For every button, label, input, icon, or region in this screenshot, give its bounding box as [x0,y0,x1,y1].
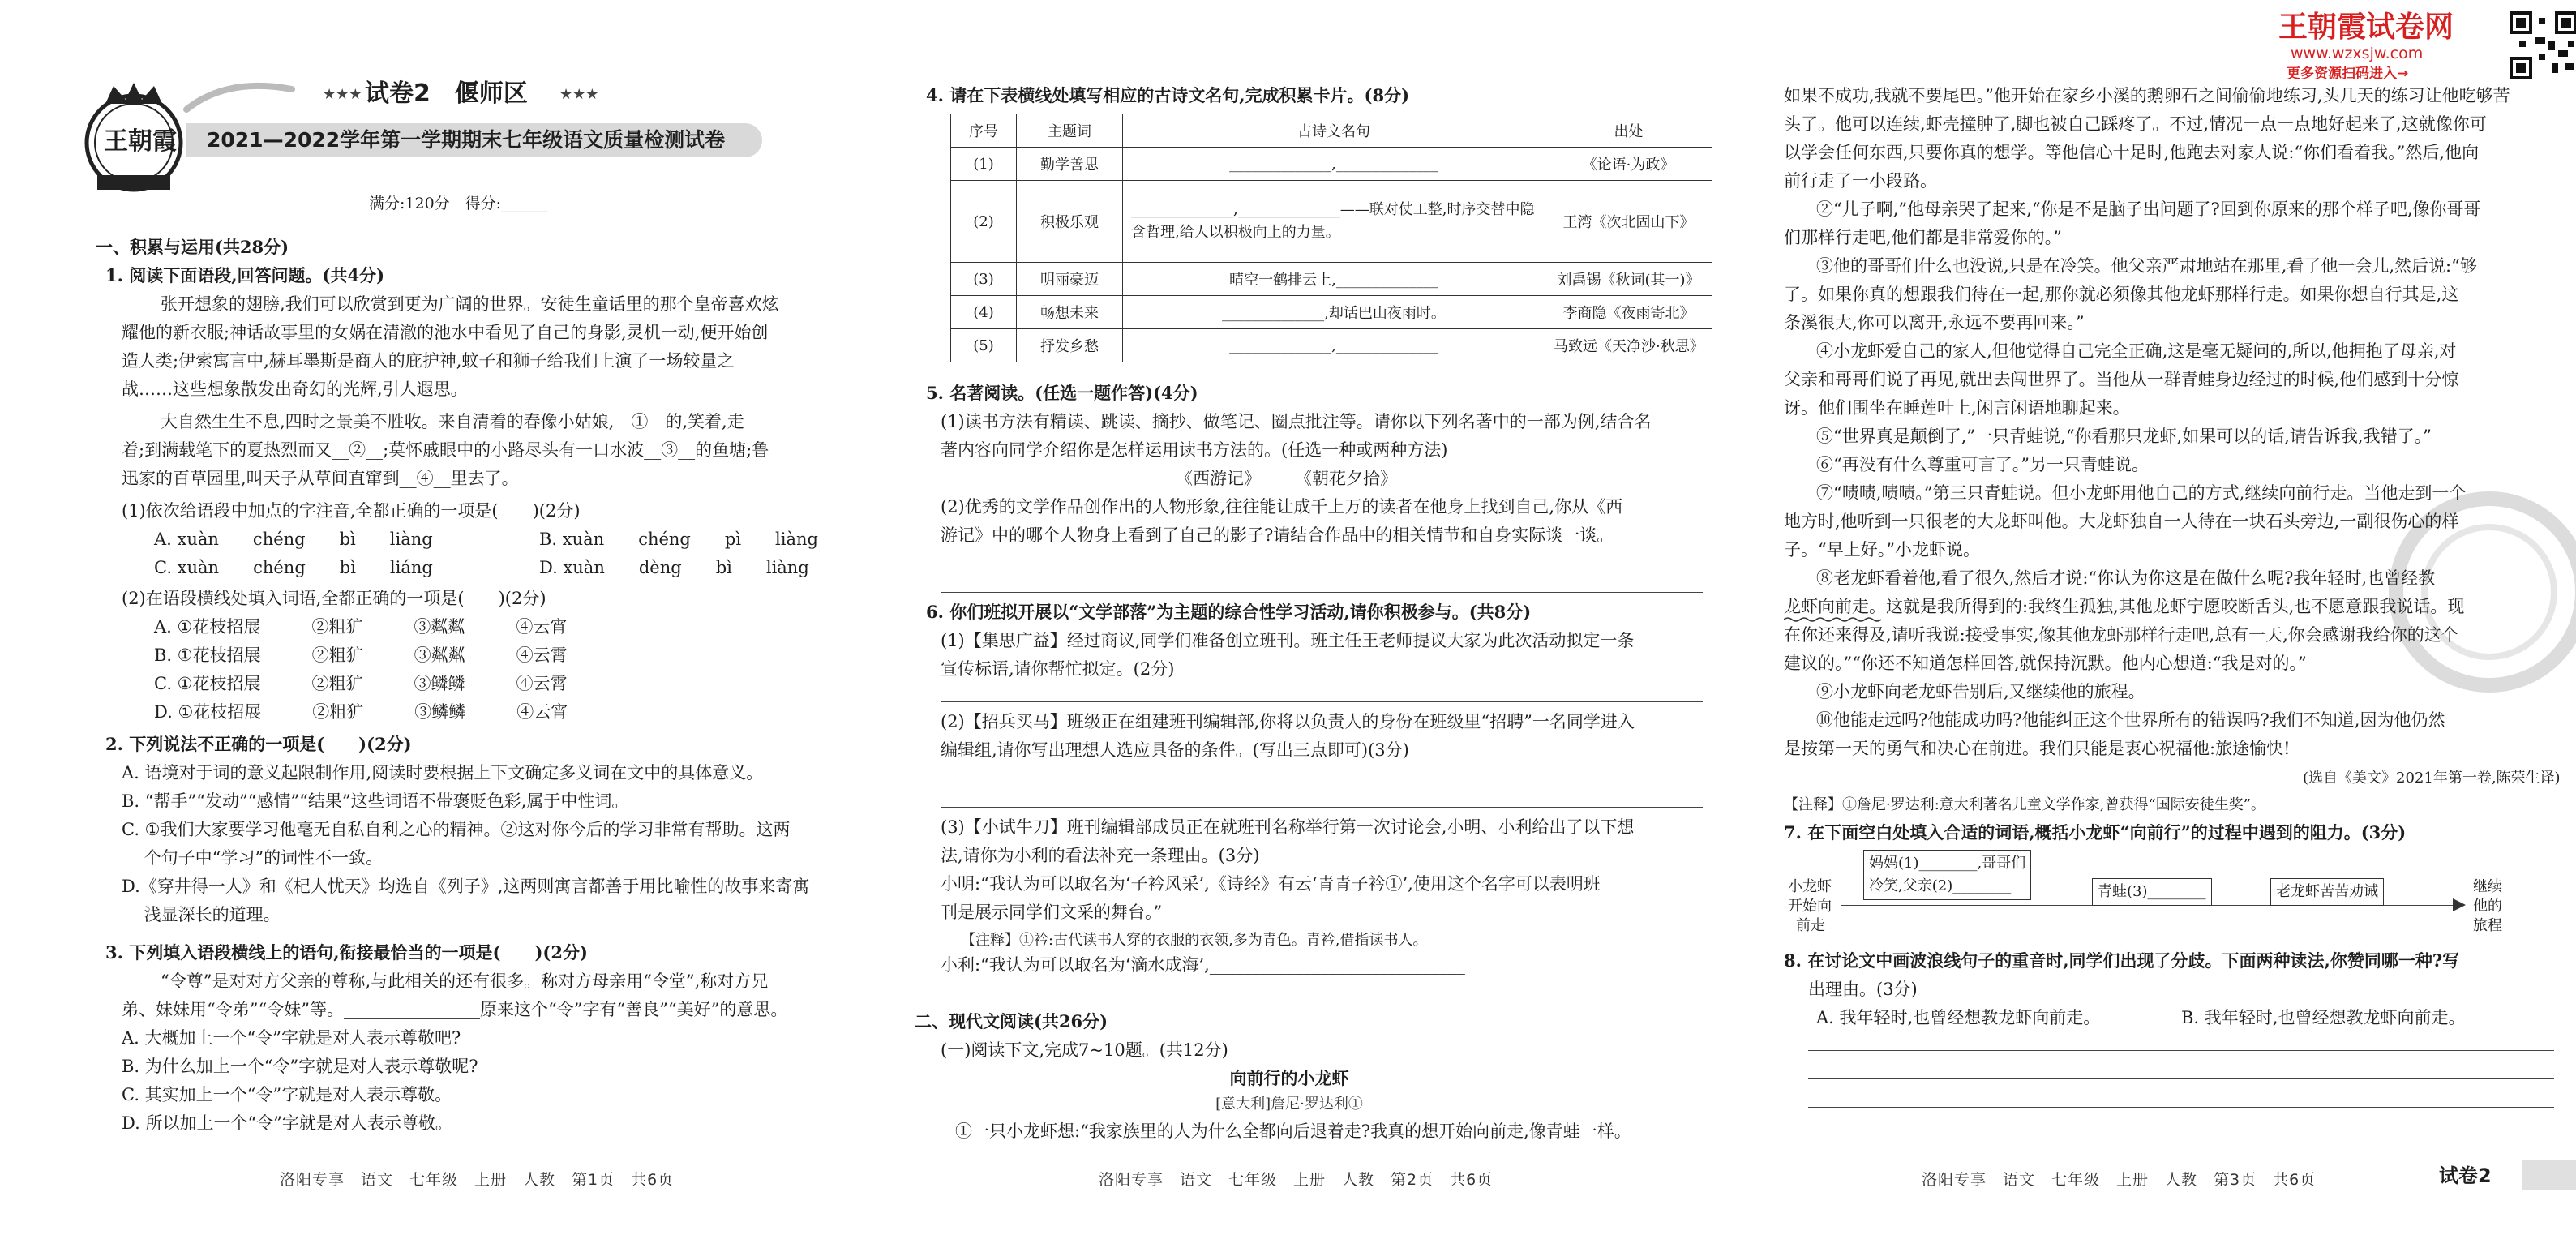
q2-opt-c-cont: 个句子中“学习”的词性不一致。 [122,848,384,868]
q8-answer-line-1[interactable] [1808,1050,2554,1051]
q5-opt2-line2: 游记》中的哪个人物身上看到了自己的影子?请结合作品中的相关情节和自身实际谈一谈。 [941,525,1614,545]
q3-opt-b[interactable]: B. 为什么加上一个“令”字就是对人表示尊敬呢? [122,1057,478,1076]
q7-title: 7. 在下面空白处填入合适的词语,概括小龙虾“向前行”的过程中遇到的阻力。(3分) [1784,822,2407,843]
story-line-21: 建议的。”“你还不知道怎样回答,就保持沉默。他内心想道:“我是对的。” [1784,654,2307,673]
section-1-heading: 一、积累与运用(共28分) [96,237,289,257]
story-line-19: 龙虾向前走。这就是我所得到的:我终生孤独,其他龙虾宁愿咬断舌头,也不愿意跟我说话。现 [1784,597,2465,616]
row-source: 马致远《天净沙·秋思》 [1545,329,1712,362]
row-theme: 明丽豪迈 [1017,263,1123,296]
q1-para2-line3: 迅家的百草园里,叫天子从草间直窜到__④__里去了。 [122,469,519,488]
page-3-footer: 洛阳专享 语文 七年级 上册 人教 第3页 共6页 [1922,1171,2317,1189]
story-line-4: 前行走了一小段路。 [1784,171,1937,191]
q7-start-3: 前走 [1796,917,1825,934]
poem-table [950,114,1712,362]
row-verse[interactable]: ______________,______________ [1123,329,1545,362]
q5-books: 《西游记》 《朝花夕拾》 [1176,469,1397,488]
q1-para1-line4: 战……这些想象散发出奇幻的光辉,引人遐思。 [122,380,468,399]
q2-opt-d-cont: 浅显深长的道理。 [122,905,281,924]
col-header-source: 出处 [1545,114,1712,148]
row-theme: 积极乐观 [1017,181,1123,263]
story-line-1: 如果不成功,我就不要尾巴。”他开始在家乡小溪的鹅卵石之间偷偷地练习,头几天的练习让他吃够苦 [1784,86,2510,105]
page-2-footer: 洛阳专享 语文 七年级 上册 人教 第2页 共6页 [1099,1171,1494,1189]
q3-text-line1: “令尊”是对对方父亲的尊称,与此相关的还有很多。称对方母亲用“令堂”,称对方兄 [161,971,769,991]
q6-1-line1: (1)【集思广益】经过商议,同学们准备创立班刊。班主任王老师提议大家为此次活动拟定一条 [941,631,1635,650]
story-para-1: ①一只小龙虾想:“我家族里的人为什么全都向后退着走?我真的想开始向前走,像青蛙一样。 [955,1121,1631,1141]
row-verse[interactable]: ______________,却话巴山夜雨时。 [1123,296,1545,329]
story-line-15: ⑦“啧啧,啧啧。”第三只青蛙说。但小龙虾用他自己的方式,继续向前行走。当他走到一个 [1816,483,2467,503]
page-3 [1719,0,2576,1235]
q2-opt-d[interactable]: D.《穿井得一人》和《杞人忧天》均选自《列子》,这两则寓言都善于用比喻性的故事来寄寓 [122,877,810,896]
q3-title: 3. 下列填入语段横线上的语句,衔接最恰当的一项是( )(2分) [105,942,588,963]
q1-sub1-opt-c[interactable]: C. xuàn chéng bì liáng [154,558,433,577]
q2-opt-b[interactable]: B. “帮手”“发动”“感情”“结果”这些词语不带褒贬色彩,属于中性词。 [122,791,629,811]
q5-title: 5. 名著阅读。(任选一题作答)(4分) [926,383,1198,403]
q5-opt1-line2: 著内容向同学介绍你是怎样运用读书方法的。(任选一种或两种方法) [941,440,1448,460]
q3-opt-a[interactable]: A. 大概加上一个“令”字就是对人表示尊敬吧? [122,1028,461,1048]
row-theme: 畅想未来 [1017,296,1123,329]
brand-tagline: 更多资源扫码进入→ [2287,66,2409,82]
row-theme: 抒发乡愁 [1017,329,1123,362]
row-source: 王湾《次北固山下》 [1545,181,1712,263]
q2-title: 2. 下列说法不正确的一项是( )(2分) [105,734,412,754]
q1-sub1: (1)依次给语段中加点的字注音,全都正确的一项是( )(2分) [122,501,581,521]
col-header-no: 序号 [951,114,1017,148]
page-tag-bg [2522,1160,2576,1190]
row-no: (5) [951,329,1017,362]
q7-end-3: 旅程 [2473,917,2502,934]
q5-answer-line-2[interactable] [941,592,1703,593]
q7-box-frogs[interactable]: 青蛙(3)________ [2092,878,2212,906]
row-theme: 勤学善思 [1017,148,1123,181]
row-no: (1) [951,148,1017,181]
row-source: 《论语·为政》 [1545,148,1712,181]
row-source: 李商隐《夜雨寄北》 [1545,296,1712,329]
q6-2-line2: 编辑组,请你写出理想人选应具备的条件。(写出三点即可)(3分) [941,740,1409,760]
reading-intro: (一)阅读下文,完成7~10题。(共12分) [941,1040,1228,1060]
q7-end-1: 继续 [2473,878,2502,895]
row-verse[interactable]: ______________,______________——联对仗工整,时序交替中隐含哲理,给人以积极向上的力量。 [1123,181,1545,263]
story-line-2: 头了。他可以连续,虾壳撞肿了,脚也被自己踩疼了。不过,情况一点一点地好起来了,这就像你可 [1784,114,2487,134]
q3-opt-c[interactable]: C. 其实加上一个“令”字就是对人表示尊敬。 [122,1085,452,1104]
table-row [951,263,1712,296]
q8-option-a[interactable]: A. 我年轻时,也曾经想教龙虾向前走。 [1816,1008,2101,1027]
q7-arrow-head [2453,898,2466,911]
q1-sub1-opt-b[interactable]: B. xuàn chéng pì liàng [539,530,818,549]
brush-stroke [178,73,300,122]
q6-xiaoli[interactable]: 小利:“我认为可以取名为‘滴水成海’,______________________________ [941,955,1465,975]
page-2 [859,0,1719,1235]
row-no: (3) [951,263,1017,296]
story-line-10: ④小龙虾爱自己的家人,但他觉得自己完全正确,这是毫无疑问的,所以,他拥抱了母亲,对 [1816,341,2457,361]
exam-banner-text: 2021—2022学年第一学期期末七年级语文质量检测试卷 [207,128,726,152]
story-line-9: 条溪很大,你可以离开,永远不要再回来。” [1784,313,2085,332]
q8-answer-line-3[interactable] [1808,1107,2554,1108]
q4-title: 4. 请在下表横线处填写相应的古诗文名句,完成积累卡片。(8分) [926,85,1410,105]
q6-2-answer-line-2[interactable] [941,807,1703,808]
q1-para1-line2: 耀他的新衣服;神话故事里的女娲在清澈的池水中看见了自己的身影,灵机一动,便开始创 [122,323,769,342]
q7-box-family-line2: 冷笑,父亲(2)________ [1869,877,2012,894]
story-line-24: 是按第一天的勇气和决心在前进。我们只能是衷心祝福他:旅途愉快! [1784,739,2291,758]
story-line-5: ②“儿子啊,”他母亲哭了起来,“你是不是脑子出问题了?回到你原来的那个样子吧,像你哥哥 [1816,199,2481,219]
story-line-20: 在你还来得及,请听我说:接受事实,像其他龙虾那样行走吧,总有一天,你会感谢我给你的这个 [1784,625,2458,645]
exam-title: 试卷2 偃师区 [365,79,528,108]
q6-2-line1: (2)【招兵买马】班级正在组建班刊编辑部,你将以负责人的身份在班级里“招聘”一名同学进入 [941,712,1635,731]
row-no: (2) [951,181,1017,263]
q6-1-answer-line[interactable] [941,701,1703,702]
story-line-3: 以学会任何东西,只要你真的想学。等他信心十足时,他跑去对家人说:“你们看着我。”然后,他向 [1784,143,2480,162]
score-line: 满分:120分 得分:______ [369,195,548,212]
table-row [951,296,1712,329]
page-tag: 试卷2 [2439,1164,2492,1187]
story-line-12: 讶。他们围坐在睡莲叶上,闲言闲语地聊起来。 [1784,398,2130,418]
q5-opt1-line1: (1)读书方法有精读、跳读、摘抄、做笔记、圈点批注等。请你以下列名著中的一部为例,结合名 [941,412,1652,431]
q1-para1-line1: 张开想象的翅膀,我们可以欣赏到更为广阔的世界。安徒生童话里的那个皇帝喜欢炫 [161,294,779,314]
q3-text-line2: 弟、妹妹用“令弟”“令妹”等。________________原来这个“令”字有“善良”“美好”的意思。 [122,1000,788,1019]
q2-opt-a[interactable]: A. 语境对于词的意义起限制作用,阅读时要根据上下文确定多义词在文中的具体意义。 [122,763,764,783]
q2-opt-c[interactable]: C. ①我们大家要学习他毫无自私自利之心的精神。②这对你今后的学习非常有帮助。这两 [122,820,791,839]
story-line-22: ⑨小龙虾向老龙虾告别后,又继续他的旅程。 [1816,682,2145,701]
table-row [951,181,1712,263]
row-verse[interactable]: ______________,______________ [1123,148,1545,181]
q7-box-family[interactable] [1863,850,2031,900]
row-source: 刘禹锡《秋词(其一)》 [1545,263,1712,296]
page-1-footer: 洛阳专享 语文 七年级 上册 人教 第1页 共6页 [280,1171,675,1189]
section-2-heading: 二、现代文阅读(共26分) [915,1011,1108,1031]
story-source: (选自《美文》2021年第一卷,陈荣生译) [2303,770,2561,787]
q3-opt-d[interactable]: D. 所以加上一个“令”字就是对人表示尊敬。 [122,1113,452,1133]
story-line-11: 父亲和哥哥们说了再见,就出去闯世界了。当他从一群青蛙身边经过的时候,他们感到十分惊 [1784,370,2459,389]
q1-sub1-opt-d[interactable]: D. xuàn dèng bì liàng [539,558,809,577]
header-stars-right: ★★★ [559,86,599,103]
q7-start-2: 开始向 [1788,898,1832,915]
q1-para1-line3: 造人类;伊索寓言中,赫耳墨斯是商人的庇护神,蚊子和狮子给我们上演了一场较量之 [122,351,735,371]
q1-title: 1. 阅读下面语段,回答问题。(共4分) [105,265,385,285]
story-line-8: 了。如果你真的想跟我们待在一起,那你就必须像其他龙虾那样行走。如果你想自行其是,这 [1784,285,2459,304]
col-header-theme: 主题词 [1017,114,1123,148]
q8-answer-line-2[interactable] [1808,1078,2554,1079]
q1-para2-line2: 着;到满载笔下的夏热烈而又__②__;莫怀戚眼中的小路尽头有一口水波__③__的鱼塘;鲁 [122,440,769,460]
table-row [951,329,1712,362]
q1-sub2-opt-b[interactable]: B. ①花枝招展 ②粗犷 ③粼粼 ④云霄 [154,645,568,665]
wavy-underline [1784,616,1881,623]
story-line-23: ⑩他能走远吗?他能成功吗?他能纠正这个世界所有的错误吗?我们不知道,因为他仍然 [1816,710,2445,730]
poem-table-header [951,114,1712,148]
row-no: (4) [951,296,1017,329]
story-note: 【注释】①詹尼·罗达利:意大利著名儿童文学作家,曾获得“国际安徒生奖”。 [1784,796,2265,813]
q7-box-family-line1: 妈妈(1)________,哥哥们 [1869,855,2026,872]
col-header-verse: 古诗文名句 [1123,114,1545,148]
q1-sub2: (2)在语段横线处填入词语,全都正确的一项是( )(2分) [122,589,546,608]
qr-code-icon[interactable] [2510,11,2576,79]
brand-url: www.wzxsjw.com [2291,45,2424,62]
q1-sub2-opt-a[interactable]: A. ①花枝招展 ②粗犷 ③粼粼 ④云宵 [154,617,568,637]
q1-sub1-opt-a[interactable]: A. xuàn chéng bì liàng [154,530,433,549]
q6-3-line3: 小明:“我认为可以取名为‘子衿风采’,《诗经》有云‘青青子衿①’,使用这个名字可以表明班 [941,874,1601,894]
q6-3-line2: 法,请你为小利的看法补充一条理由。(3分) [941,846,1260,865]
q7-box-old-lobster: 老龙虾苦苦劝诫 [2270,878,2384,906]
q7-start-1: 小龙虾 [1788,878,1832,895]
q8-option-b[interactable]: B. 我年轻时,也曾经想教龙虾向前走。 [2181,1008,2466,1027]
story-line-14: ⑥“再没有什么尊重可言了。”另一只青蛙说。 [1816,455,2149,474]
q6-title: 6. 你们班拟开展以“文学部落”为主题的综合性学习活动,请你积极参与。(共8分) [926,602,1532,622]
story-author: [意大利]詹尼·罗达利① [1215,1096,1363,1113]
story-title: 向前行的小龙虾 [1229,1068,1349,1088]
q7-end-2: 他的 [2473,898,2502,915]
story-line-17: 子。“早上好。”小龙虾说。 [1784,540,1980,560]
story-line-7: ③他的哥哥们什么也没说,只是在冷笑。他父亲严肃地站在那里,看了他一会儿,然后说:“够 [1816,256,2477,276]
story-line-13: ⑤“世界真是颠倒了,”一只青蛙说,“你看那只龙虾,如果可以的话,请告诉我,我错了。” [1816,427,2432,446]
q6-1-line2: 宣传标语,请你帮忙拟定。(2分) [941,659,1175,679]
header-stars-left: ★★★ [323,86,362,103]
q8-title: 8. 在讨论文中画波浪线句子的重音时,同学们出现了分歧。下面两种读法,你赞同哪一种?写 [1784,950,2460,971]
story-line-6: 们那样行走吧,他们都是非常爱你的。” [1784,228,2062,247]
story-line-16: 地方时,他听到一只很老的大龙虾叫他。大龙虾独自一人待在一块石头旁边,一副很伤心的样 [1784,512,2459,531]
q5-opt2-line1: (2)优秀的文学作品创作出的人物形象,往往能让成千上万的读者在他身上找到自己,你从《西 [941,497,1623,517]
story-line-18: ⑧老龙虾看着他,看了很久,然后才说:“你认为你这是在做什么呢?我年轻时,也曾经教 [1816,568,2436,588]
brand-name: 王朝霞试卷网 [2278,11,2454,44]
table-row [951,148,1712,181]
q8-title-cont: 出理由。(3分) [1808,980,1918,999]
q6-3-line1: (3)【小试牛刀】班刊编辑部成员正在就班刊名称举行第一次讨论会,小明、小利给出了以下想 [941,817,1635,837]
q6-3-line4: 刊是展示同学们文采的舞台。” [941,903,1163,922]
page-1 [0,0,859,1235]
row-verse[interactable]: 晴空一鹤排云上,______________ [1123,263,1545,296]
q1-para2-line1: 大自然生生不息,四时之景美不胜收。来自清着的春像小姑娘,__①__的,笑着,走 [161,412,744,431]
logo-text: 王朝霞 [104,127,177,156]
q1-sub2-opt-c[interactable]: C. ①花枝招展 ②粗犷 ③鳞鳞 ④云霄 [154,674,568,693]
q1-sub2-opt-d[interactable]: D. ①花枝招展 ②粗犷 ③鳞鳞 ④云宵 [154,702,568,722]
q6-note: 【注释】①衿:古代读书人穿的衣服的衣领,多为青色。青衿,借指读书人。 [961,932,1428,949]
